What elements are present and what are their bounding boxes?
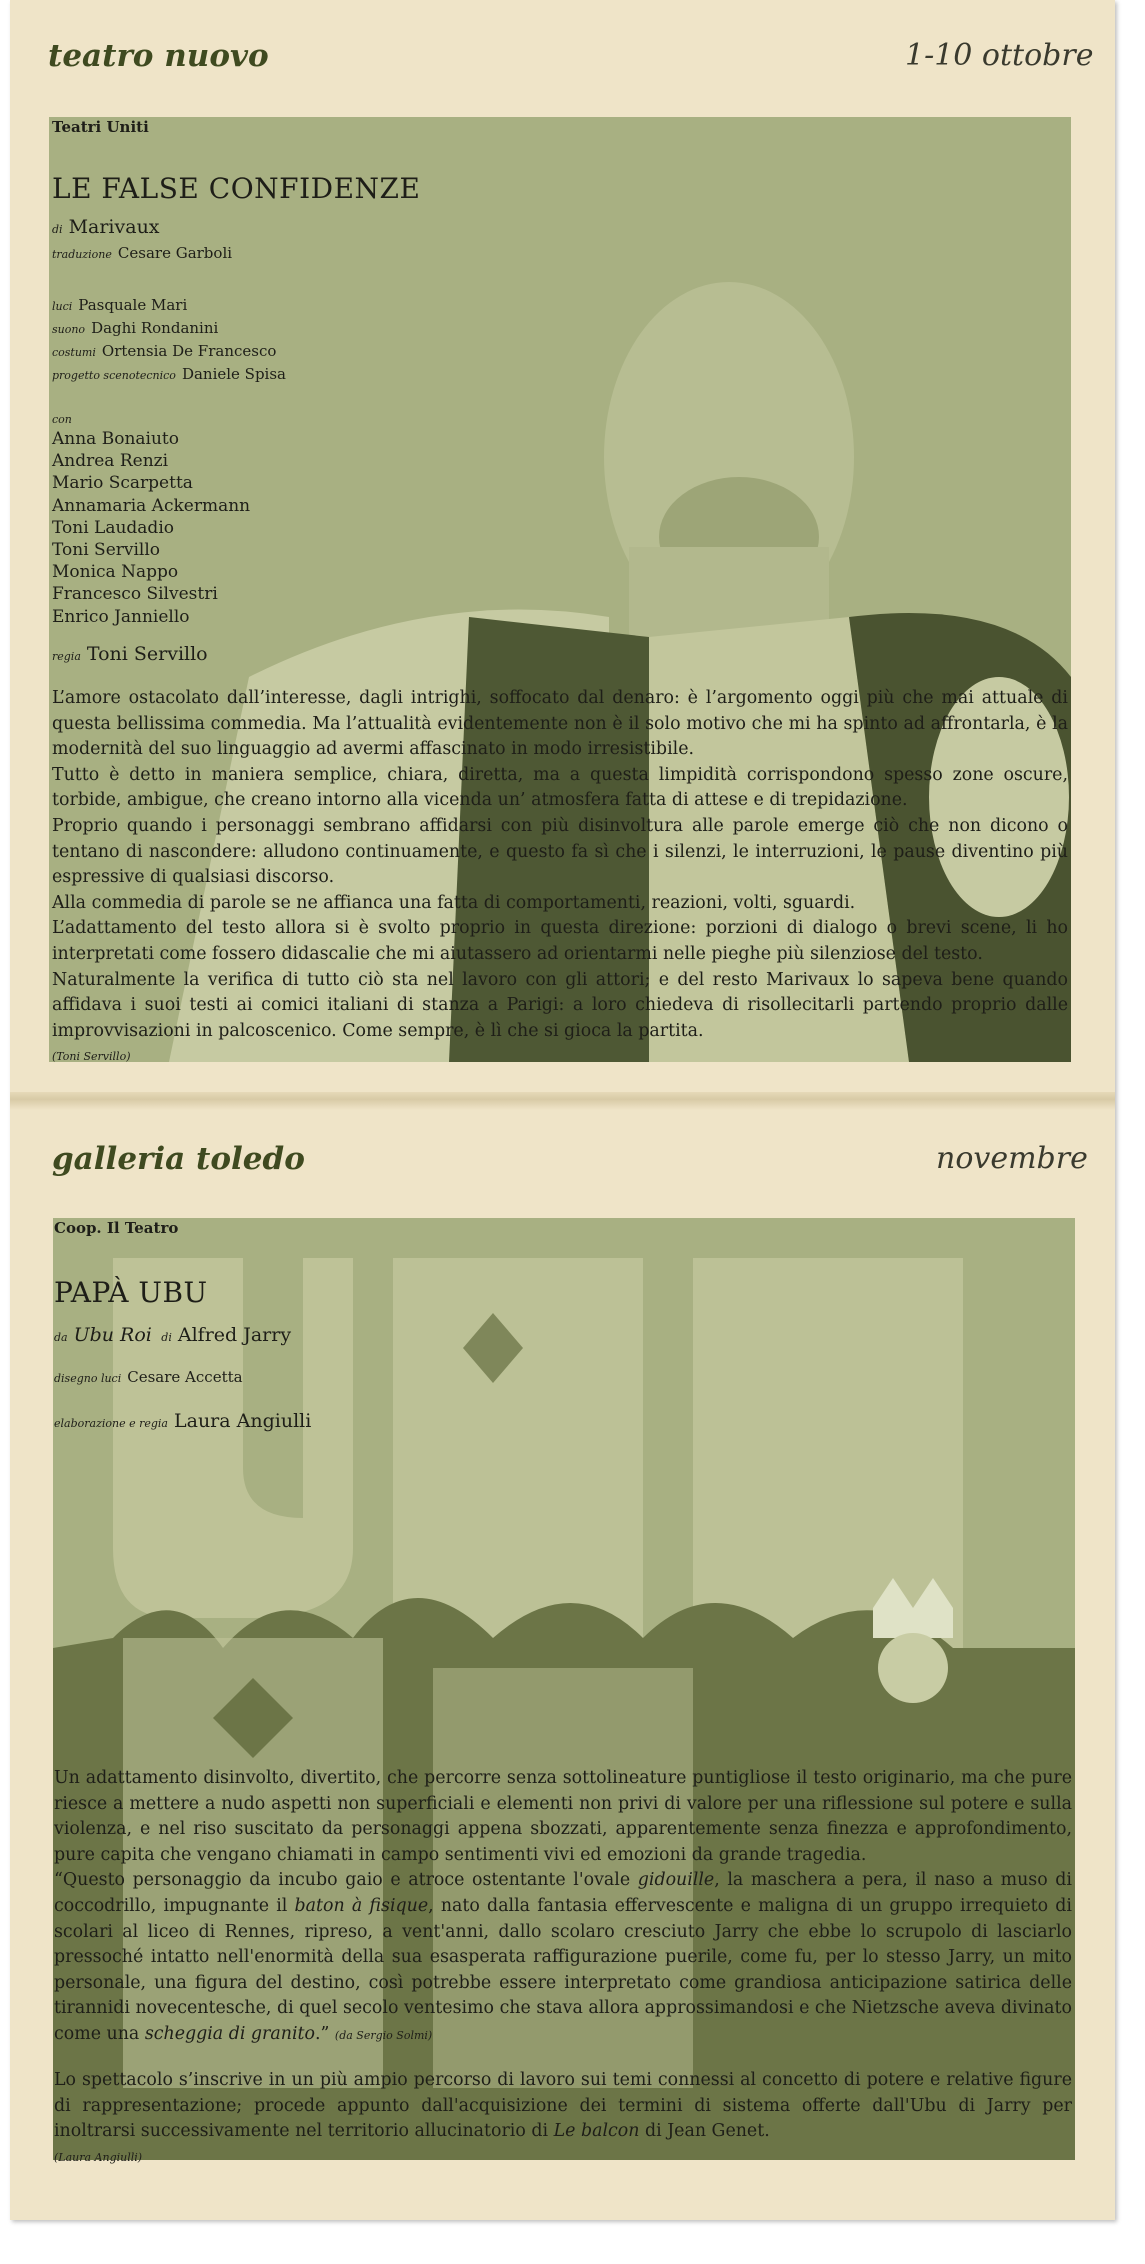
credit-lights: luci Pasquale Mari [52, 296, 188, 314]
paragraph: Un adattamento disinvolto, divertito, che percorre senza sottolineature puntigliose il testo originario, ma che pure riesce a mettere a nudo aspetti non superficiali e elementi non privi di valore per una riflessione sul potere e sulla violenza, e nel riso suscitato da personaggi appena sbozzati, apparentemente senza finezza e approfondimento, pure capita che vengano chiamati in campo sentimenti vivi ed emozioni da grande tragedia. [54, 1768, 1072, 1865]
director-name: Toni Servillo [86, 643, 208, 665]
event-date: 1-10 ottobre [905, 38, 1094, 73]
author-line [52, 216, 160, 238]
translation-line [52, 243, 232, 263]
paragraph: Lo spettacolo s’inscrive in un più ampio percorso di lavoro sui temi connessi al concetto di potere e relative figure di rappresentazione; procede appunto dall'acquisizione dei termini di sistema offerte dall'Ubu di Jarry per inoltrarsi successivamente nel territorio allucinatorio di Le balcon di Jean Genet. [54, 2070, 1072, 2142]
author-name: Marivaux [68, 216, 160, 238]
cast-member: Anna Bonaiuto [52, 429, 179, 449]
quote-credit: (da Sergio Solmi) [334, 2028, 433, 2042]
venue-title: galleria toledo [52, 1141, 305, 1177]
cast-member: Toni Servillo [52, 540, 161, 561]
cast-member: Francesco Silvestri [52, 584, 218, 605]
closing-text [54, 2068, 1072, 2170]
show-title: PAPÀ UBU [54, 1276, 208, 1309]
event-date: novembre [936, 1141, 1088, 1176]
source-work: Ubu Roi [73, 1324, 152, 1346]
paragraph: Alla commedia di parole se ne affianca una fatta di comportamenti, reazioni, volti, sguardi. [52, 892, 856, 913]
author-role: di [52, 223, 63, 236]
paragraph: Tutto è detto in maniera semplice, chiara, diretta, ma a questa limpidità corrispondono spesso zone oscure, torbide, ambigue, che creano intorno alla vicenda un’ atmosfera fatta di attese e di trepidazione. [52, 764, 1068, 811]
translation-role: traduzione [52, 248, 112, 261]
director-line: elaborazione e regia Laura Angiulli [54, 1410, 312, 1432]
cast-member: Annamaria Ackermann [52, 495, 251, 516]
source-line: da Ubu Roi di Alfred Jarry [54, 1324, 292, 1346]
credit-sound: suono Daghi Rondanini [52, 319, 219, 337]
paragraph: L’adattamento del testo allora si è svolto proprio in questa direzione: porzioni di dialogo o brevi scene, li ho interpretati come fossero didascalie che mi aiutassero ad orientarmi nelle pieghe più silenziose del testo. [52, 918, 1068, 964]
paragraph: L’amore ostacolato dall’interesse, dagli intrighi, soffocato dal denaro: è l’argomento oggi più che mai attuale di questa bellissima commedia. Ma l’attualità evidentemente non è il solo motivo che mi ha spinto ad affrontarla, è la modernità del suo linguaggio ad avermi affascinato in modo irresistibile. [52, 688, 1068, 760]
signature: (Toni Servillo) [52, 1050, 131, 1064]
description-text [54, 1766, 1072, 2049]
director-name: Laura Angiulli [174, 1410, 312, 1432]
cast-member: Monica Nappo [52, 562, 179, 583]
credit-scenography: progetto scenotecnico Daniele Spisa [52, 365, 286, 383]
lights-name: Cesare Accetta [127, 1368, 243, 1386]
paragraph: Naturalmente la verifica di tutto ciò sta nel lavoro con gli attori; e del resto Marivaux lo sapeva bene quando affidava i suoi testi ai comici italiani di stanza a Parigi: a loro chiedeva di risollecitarli partendo proprio dalle improvvisazioni in palcoscenico. Come sempre, è lì che si gioca la partita. [52, 969, 1068, 1041]
cast-role: con [52, 413, 72, 426]
paragraph: Proprio quando i personaggi sembrano affidarsi con più disinvoltura alle parole emerge ciò che non dicono o tentano di nascondere: alludono continuamente, e questo fa sì che i silenzi, le interruzioni, le pause diventino più espressive di qualsiasi discorso. [52, 815, 1068, 888]
cast-member: Enrico Janniello [52, 606, 190, 627]
show-title: LE FALSE CONFIDENZE [52, 172, 421, 205]
description-text [52, 686, 1068, 1070]
source-author: Alfred Jarry [177, 1324, 292, 1346]
translator-name: Cesare Garboli [117, 244, 233, 262]
lights-line: disegno luci Cesare Accetta [54, 1368, 243, 1386]
cast-member: Andrea Renzi [52, 451, 169, 472]
director-line [52, 643, 208, 665]
signature: (Laura Angiulli) [54, 2150, 143, 2164]
cast-list [52, 428, 250, 628]
credit-costumes: costumi Ortensia De Francesco [52, 342, 277, 360]
director-role: regia [52, 650, 81, 663]
quote-paragraph: “Questo personaggio da incubo gaio e atroce ostentante l'ovale gidouille, la maschera a pera, il naso a muso di coccodrillo, impugnante il baton à fisique, nato dalla fantasia effervescente e maligna di un gruppo irrequieto di scolari al liceo di Rennes, ripreso, a vent'anni, dallo scolaro cresciuto Jarry che ebbe lo scrupolo di lasciarlo pressoché intatto nell'enormità della sua esasperata raffigurazione puerile, come fu, per lo stesso Jarry, un mito personale, una figura del destino, così potrebbe essere interpretato come grandiosa anticipazione satirica delle tirannidi novecentesche, di quel secolo ventesimo che stava allora approssimandosi e che Nietzsche aveva divinato come una scheggia di granito.” (da Sergio Solmi) [54, 1870, 1072, 2044]
venue-title: teatro nuovo [48, 38, 269, 74]
cast-member: Toni Laudadio [52, 517, 174, 538]
company-name: Teatri Uniti [52, 118, 149, 136]
page-fold [10, 1092, 1115, 1110]
cast-member: Mario Scarpetta [52, 473, 193, 494]
company-name: Coop. Il Teatro [54, 1219, 179, 1237]
